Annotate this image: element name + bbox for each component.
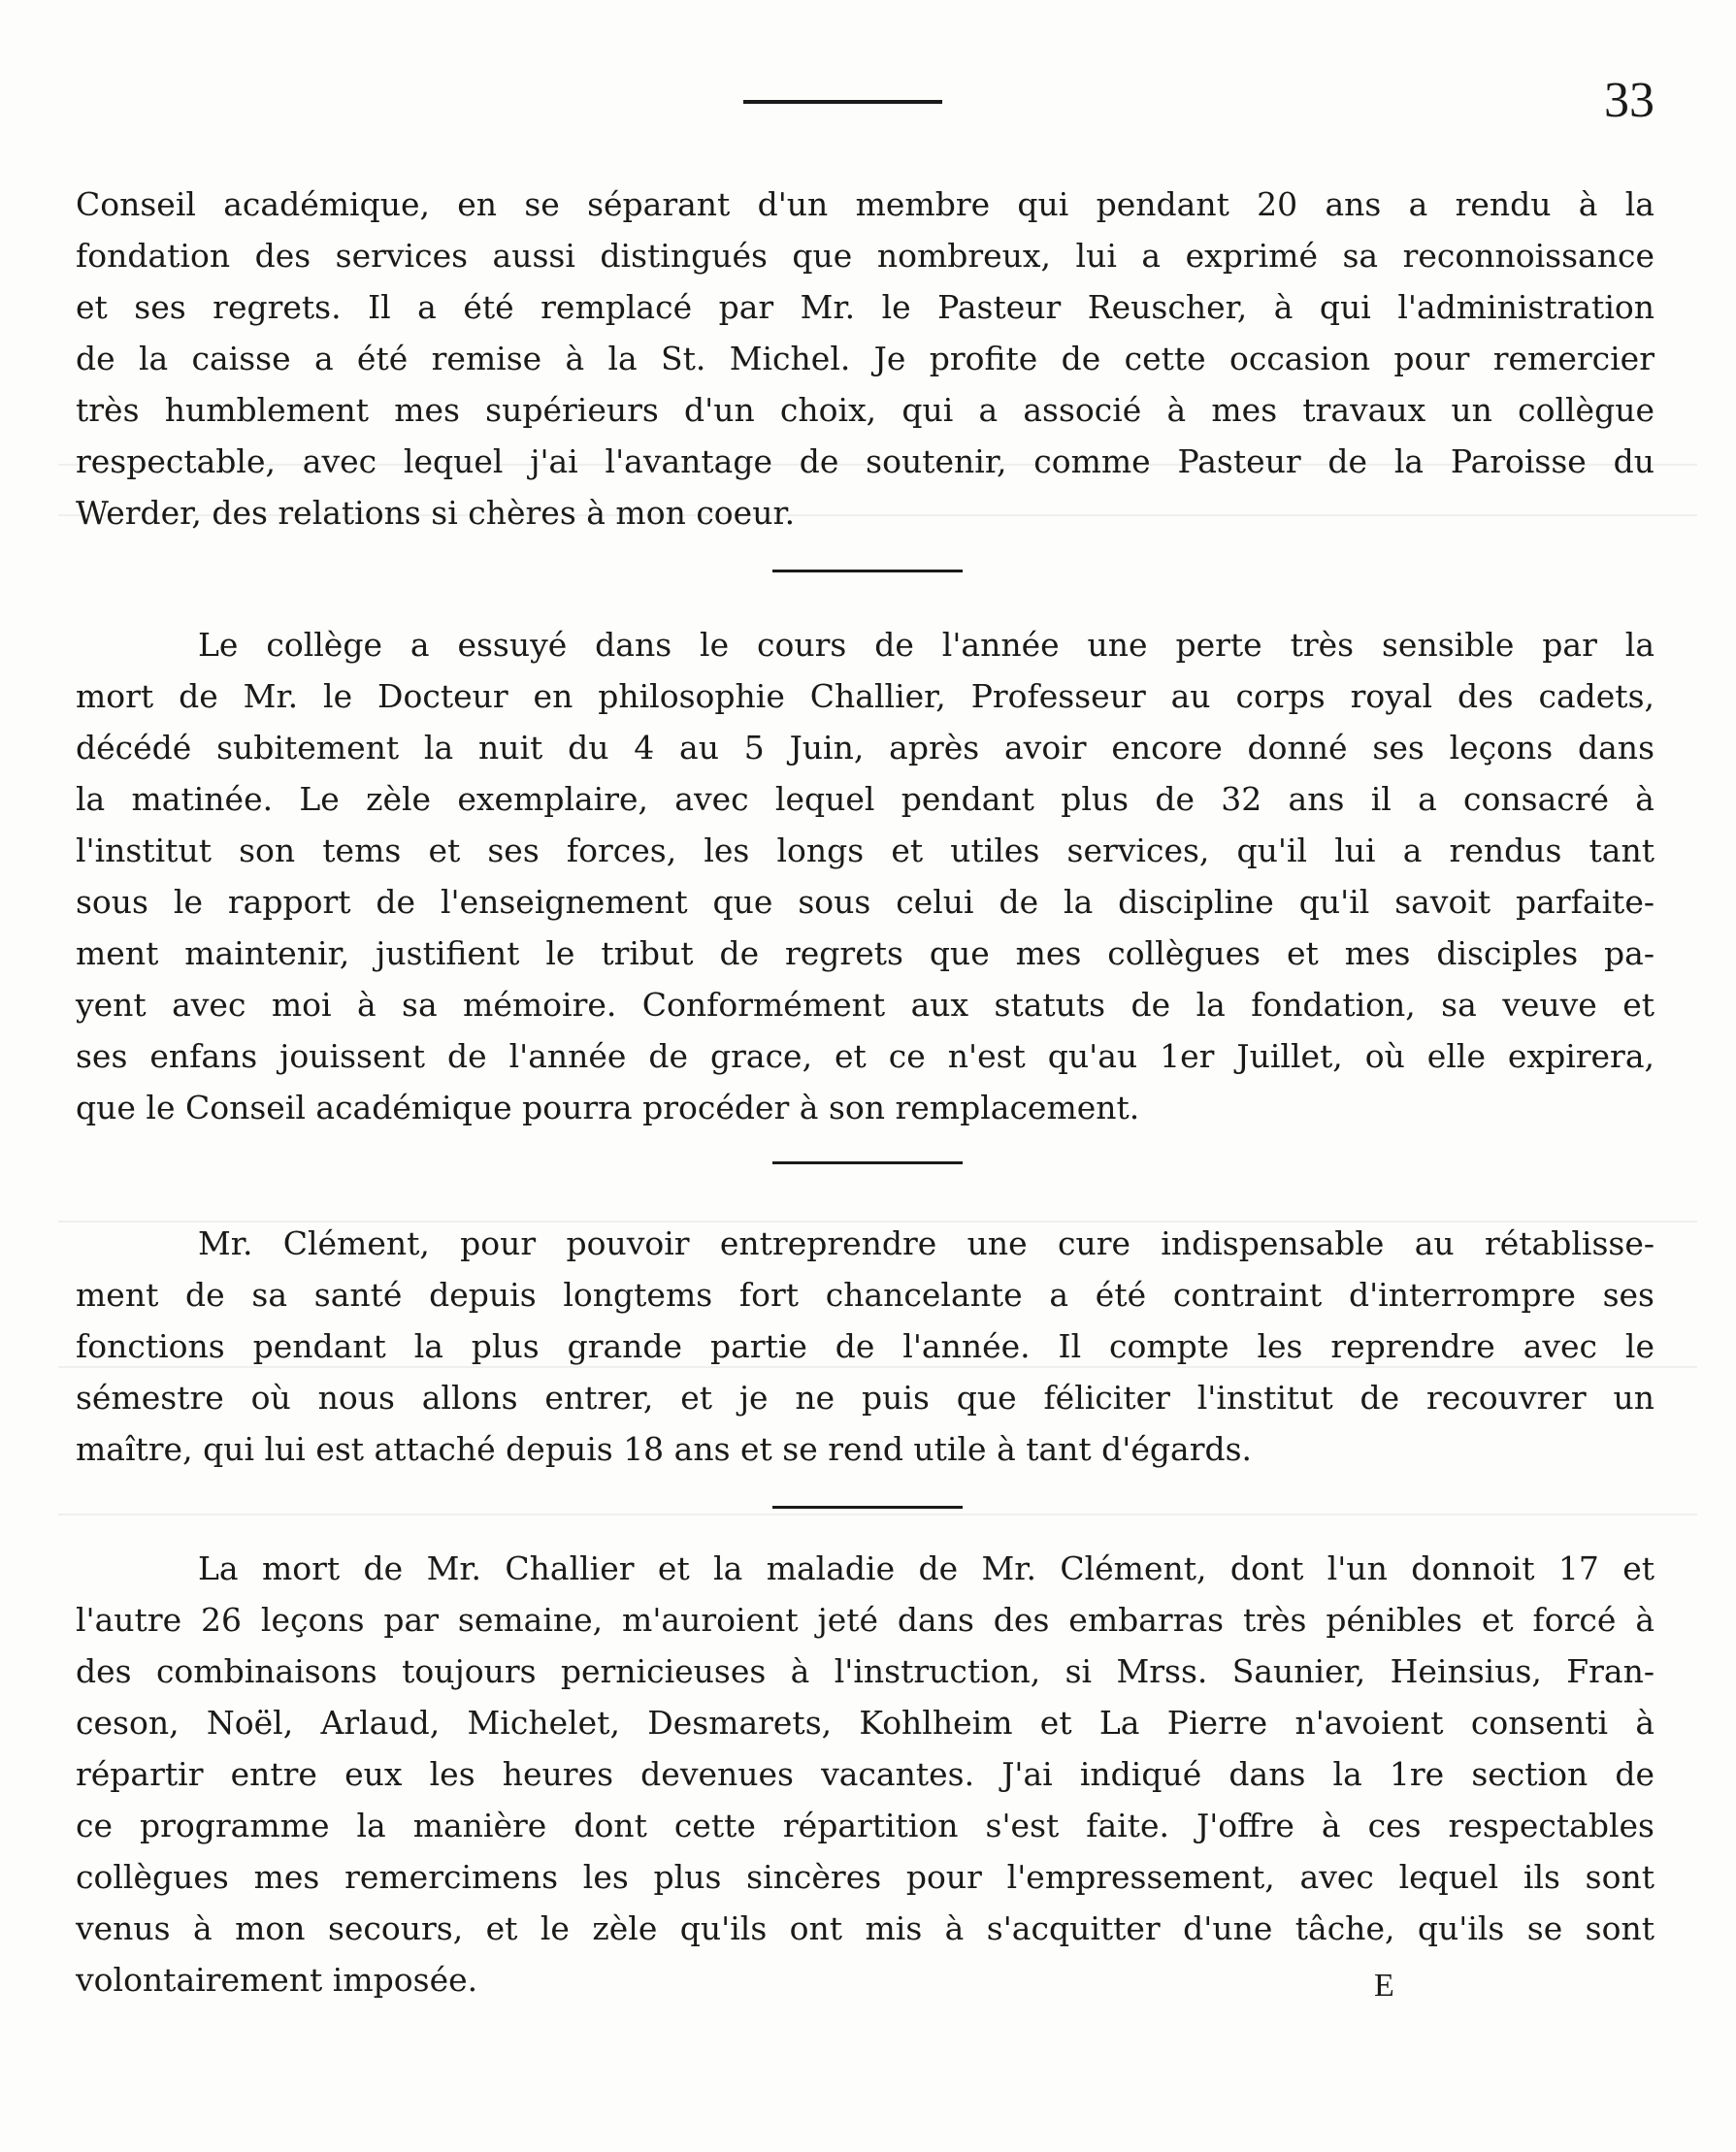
text-line: très humblement mes supérieurs d'un choix, qui a associé à mes travaux un collègue — [76, 391, 1654, 429]
bleed-through-line — [58, 1514, 1697, 1516]
text-line: La mort de Mr. Challier et la maladie de Mr. Clément, dont l'un donnoit 17 et — [198, 1549, 1654, 1587]
paragraph-4 — [76, 1543, 1654, 2005]
text-line: ceson, Noël, Arlaud, Michelet, Desmarets, Kohlheim et La Pierre n'avoient consenti à — [76, 1704, 1654, 1742]
text-line: maître, qui lui est attaché depuis 18 ans et se rend utile à tant d'égards. — [76, 1430, 1253, 1468]
page-number: 33 — [1604, 73, 1654, 128]
text-line: des combinaisons toujours pernicieuses à l'instruction, si Mrss. Saunier, Heinsius, Fran- — [76, 1652, 1654, 1690]
text-line: ses enfans jouissent de l'année de grace, et ce n'est qu'au 1er Juillet, où elle expirera, — [76, 1037, 1654, 1075]
text-line: Conseil académique, en se séparant d'un membre qui pendant 20 ans a rendu à la — [76, 185, 1654, 223]
text-line: ce programme la manière dont cette répartition s'est faite. J'offre à ces respectables — [76, 1807, 1654, 1844]
text-line: Le collège a essuyé dans le cours de l'année une perte très sensible par la — [198, 626, 1654, 664]
text-line: sous le rapport de l'enseignement que sous celui de la discipline qu'il savoit parfaite- — [76, 883, 1654, 921]
text-line: volontairement imposée. — [76, 1961, 478, 1999]
text-line: Werder, des relations si chères à mon coeur. — [76, 494, 796, 532]
paragraph-1 — [76, 179, 1654, 538]
text-line: fonctions pendant la plus grande partie de l'année. Il compte les reprendre avec le — [76, 1327, 1654, 1365]
text-line: de la caisse a été remise à la St. Michel. Je profite de cette occasion pour remercier — [76, 340, 1654, 377]
text-line: sémestre où nous allons entrer, et je ne puis que féliciter l'institut de recouvrer un — [76, 1379, 1654, 1417]
text-line: fondation des services aussi distingués que nombreux, lui a exprimé sa reconnoissance — [76, 237, 1654, 275]
text-line: que le Conseil académique pourra procéder à son remplacement. — [76, 1089, 1140, 1126]
section-divider — [772, 1161, 963, 1164]
text-line: répartir entre eux les heures devenues vacantes. J'ai indiqué dans la 1re section de — [76, 1755, 1654, 1793]
text-line: la matinée. Le zèle exemplaire, avec lequel pendant plus de 32 ans il a consacré à — [76, 780, 1654, 818]
text-line: l'institut son tems et ses forces, les longs et utiles services, qu'il lui a rendus tant — [76, 831, 1654, 869]
text-line: respectable, avec lequel j'ai l'avantage de soutenir, comme Pasteur de la Paroisse du — [76, 442, 1654, 480]
text-line: ment maintenir, justifient le tribut de regrets que mes collègues et mes disciples pa- — [76, 934, 1654, 972]
text-line: et ses regrets. Il a été remplacé par Mr. le Pasteur Reuscher, à qui l'administration — [76, 288, 1654, 326]
signature-mark: E — [1374, 1968, 1394, 2004]
text-line: ment de sa santé depuis longtems fort chancelante a été contraint d'interrompre ses — [76, 1276, 1654, 1314]
text-line: mort de Mr. le Docteur en philosophie Challier, Professeur au corps royal des cadets, — [76, 677, 1654, 715]
text-line: Mr. Clément, pour pouvoir entreprendre une cure indispensable au rétablisse- — [198, 1224, 1654, 1262]
header-rule — [743, 100, 942, 104]
text-line: yent avec moi à sa mémoire. Conformément aux statuts de la fondation, sa veuve et — [76, 986, 1654, 1024]
paragraph-3 — [76, 1218, 1654, 1475]
text-line: venus à mon secours, et le zèle qu'ils ont mis à s'acquitter d'une tâche, qu'ils se sont — [76, 1909, 1654, 1947]
text-line: l'autre 26 leçons par semaine, m'auroient jeté dans des embarras très pénibles et forcé à — [76, 1601, 1654, 1639]
text-line: collègues mes remercimens les plus sincères pour l'empressement, avec lequel ils sont — [76, 1858, 1654, 1896]
section-divider — [772, 570, 963, 572]
paragraph-2 — [76, 619, 1654, 1133]
text-line: décédé subitement la nuit du 4 au 5 Juin, après avoir encore donné ses leçons dans — [76, 729, 1654, 766]
section-divider — [772, 1506, 963, 1509]
